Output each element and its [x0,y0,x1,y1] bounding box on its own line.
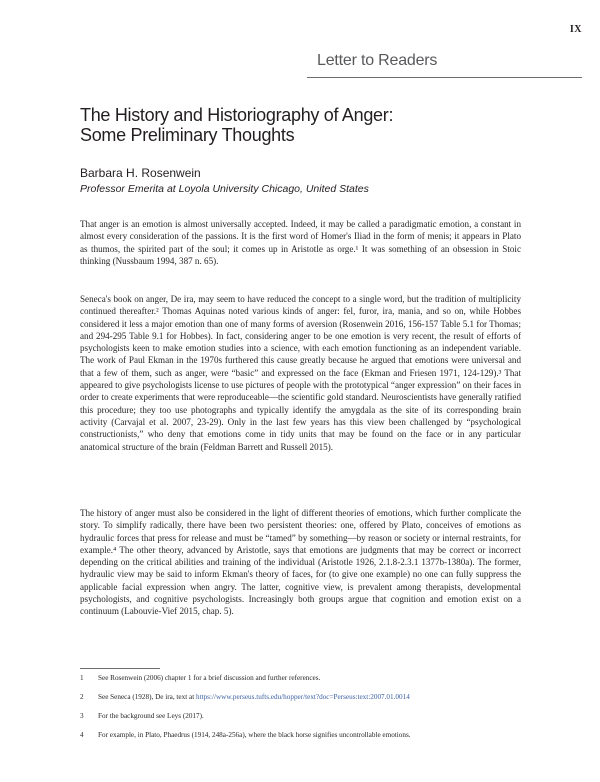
footnote-3 [80,712,530,721]
paragraph-text: Seneca's book on anger, De ira, may seem to have reduced the concept to a single word, but the tradition of multiplicity continued thereafter.² Thomas Aquinas noted various kinds of anger: fel, furor, ira, mania, and so on, while Hobbes considered it less a major emotion than one of many forms of aversion (Rosenwein 2016, 156-157 Table 5.1 for Thomas; and 294-295 Table 9.1 for Hobbes). In fact, considering anger to be one emotion is very recent, the result of efforts of psychologists keen to make emotion studies into a science, with each emotion functioning as an independent variable. The work of Paul Ekman in the 1970s furthered this cause greatly because he argued that emotions were universal and that a few of them, such as anger, were “basic” and expressed on the face (Ekman and Friesen 1971, 124-129).³ That appeared to give psychologists license to use pictures of people with the prototypical “anger expression” on their faces in order to create experiments that were reproduceable—the scientific gold standard. Neuroscientists have generally ratified this procedure; they too use photographs and typically identify the amygdala as the site of its corresponding brain activity (Carvajal et al. 2007, 23-29). Only in the last few years has this view been challenged by “psychological constructionists,” who deny that emotions come in tidy units that may be found on the face or in any particular anatomical structure of the brain (Feldman Barrett and Russell 2015). [80,294,521,452]
footnote-number: 4 [80,731,84,739]
article-title [80,105,520,145]
footnote-2 [80,693,530,702]
page-number: IX [569,24,582,35]
body-paragraph-2 [80,293,521,453]
paragraph-text: That anger is an emotion is almost universally accepted. Indeed, it may be called a paradigmatic emotion, a constant in almost every consideration of the passions. It is the first word of Homer's Iliad in the form of menis; it appears in Plato as thumos, the spirited part of the soul; it comes up in Aristotle as orge.¹ It was something of an obsession in Stoic thinking (Nussbaum 1994, 387 n. 65). [80,219,521,266]
footnote-divider [80,668,160,669]
paragraph-text: The history of anger must also be considered in the light of different theories of emotions, which further complicate the story. To simplify radically, there have been two persistent theories: one, offered by Plato, conceives of emotions as hydraulic forces that press for release and must be “tamed” by something—by reason or society or internal restraints, for example.⁴ The other theory, advanced by Aristotle, says that emotions are judgments that may be correct or incorrect depending on the critical abilities and training of the individual (Aristotle 1926, 2.1.8-2.3.1 1377b-1380a). The former, hydraulic view may be said to inform Ekman's theory of faces, for (to give one example) no one can fully suppress the applicable facial expression when angry. The latter, cognitive view, is prevalent among therapists, developmental psychologists, and cognitive psychologists. Increasingly both groups argue that cognition and emotion exist on a continuum (Labouvie-Vief 2015, chap. 5). [80,508,521,617]
footnote-number: 2 [80,693,84,701]
body-paragraph-3 [80,507,521,618]
body-paragraph-1 [80,218,521,267]
footnote-text: For example, in Plato, Phaedrus (1914, 248a-256a), where the black horse signifies uncontrollable emotions. [98,731,411,739]
footnotes [80,674,530,750]
footnote-number: 3 [80,712,84,720]
section-label: Letter to Readers [317,52,438,69]
title-line-1: The History and Historiography of Anger: [80,105,394,125]
footnote-number: 1 [80,674,84,682]
footnote-link[interactable]: https://www.perseus.tufts.edu/hopper/text?doc=Perseus:text:2007.01.0014 [196,693,410,701]
footnote-1 [80,674,530,683]
title-line-2: Some Preliminary Thoughts [80,125,295,145]
section-divider [307,77,582,78]
author-name: Barbara H. Rosenwein [80,166,201,180]
footnote-text: For the background see Leys (2017). [98,712,204,720]
footnote-4 [80,731,530,740]
footnote-text: See Rosenwein (2006) chapter 1 for a brief discussion and further references. [98,674,321,682]
footnote-text: See Seneca (1928), De ira, text at [98,693,196,701]
author-affiliation: Professor Emerita at Loyola University Chicago, United States [80,183,369,195]
